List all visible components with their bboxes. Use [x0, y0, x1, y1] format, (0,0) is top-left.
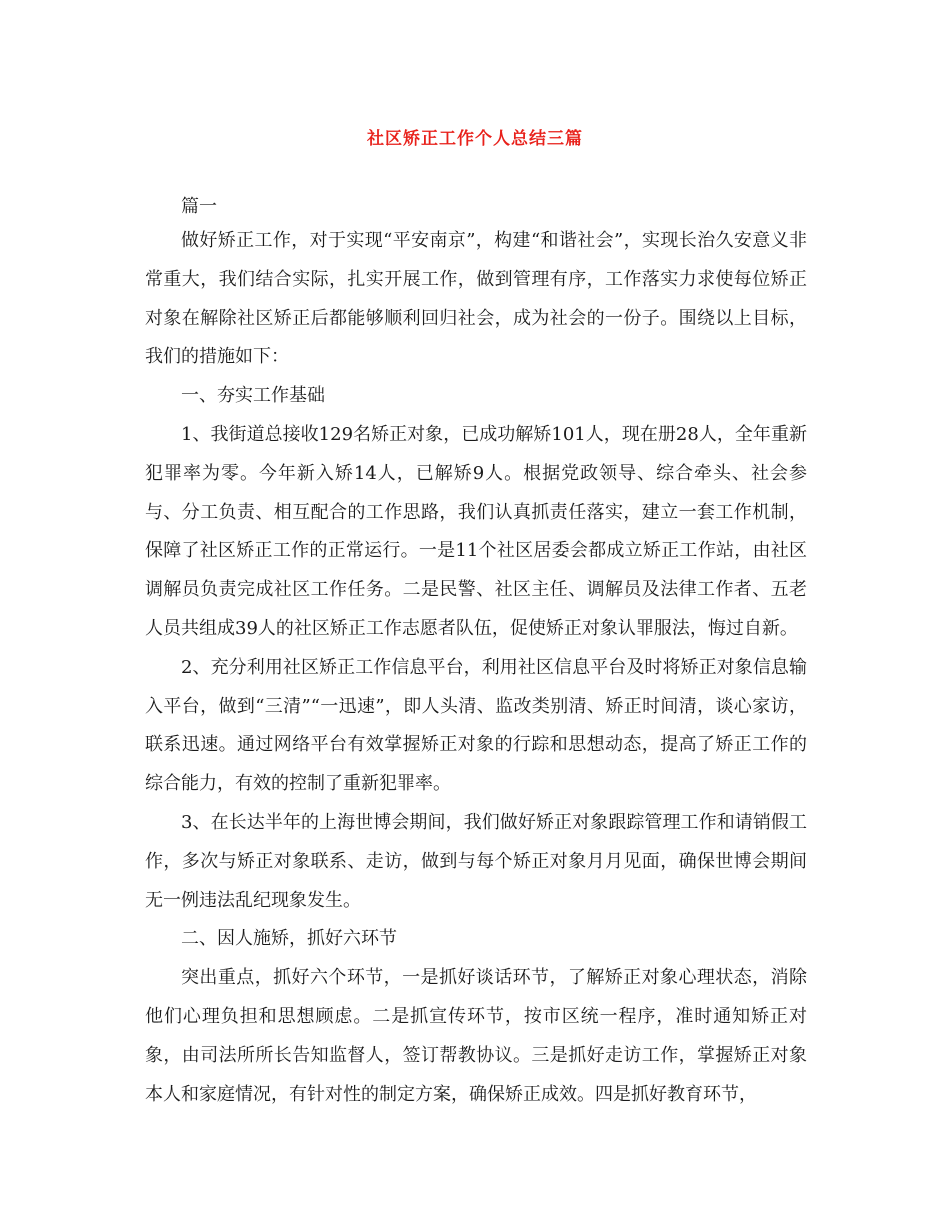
document-body	[145, 222, 807, 1114]
section-heading: 二、因人施矫，抓好六环节	[181, 928, 397, 950]
section-label: 篇一	[181, 196, 217, 217]
paragraph: 突出重点，抓好六个环节，一是抓好谈话环节，了解矫正对象心理状态，消除他们心理负担和思想顾虑。二是抓宣传环节，按市区统一程序，准时通知矫正对象，由司法所所长告知监督人，签订帮教协议。三是抓好走访工作，掌握矫正对象本人和家庭情况，有针对性的制定方案，确保矫正成效。四是抓好教育环节，	[145, 967, 807, 1105]
paragraph: 做好矫正工作，对于实现“平安南京”，构建“和谐社会”，实现长治久安意义非常重大，我们结合实际，扎实开展工作，做到管理有序，工作落实力求使每位矫正对象在解除社区矫正后都能够顺利回归社会，成为社会的一份子。围绕以上目标，我们的措施如下：	[145, 230, 807, 368]
section-heading: 一、夯实工作基础	[181, 385, 325, 407]
paragraph: 1、我街道总接收129名矫正对象，已成功解矫101人，现在册28人，全年重新犯罪率为零。今年新入矫14人，已解矫9人。根据党政领导、综合牵头、社会参与、分工负责、相互配合的工作思路，我们认真抓责任落实，建立一套工作机制，保障了社区矫正工作的正常运行。一是11个社区居委会都成立矫正工作站，由社区调解员负责完成社区工作任务。二是民警、社区主任、调解员及法律工作者、五老人员共组成39人的社区矫正工作志愿者队伍，促使矫正对象认罪服法，悔过自新。	[145, 423, 807, 639]
document-title: 社区矫正工作个人总结三篇	[367, 129, 583, 149]
paragraph: 2、充分利用社区矫正工作信息平台，利用社区信息平台及时将矫正对象信息输入平台，做到“三清”“一迅速”，即人头清、监改类别清、矫正时间清，谈心家访，联系迅速。通过网络平台有效掌握矫正对象的行踪和思想动态，提高了矫正工作的综合能力，有效的控制了重新犯罪率。	[145, 656, 807, 795]
paragraph: 3、在长达半年的上海世博会期间，我们做好矫正对象跟踪管理工作和请销假工作，多次与矫正对象联系、走访，做到与每个矫正对象月月见面，确保世博会期间无一例违法乱纪现象发生。	[145, 811, 807, 911]
